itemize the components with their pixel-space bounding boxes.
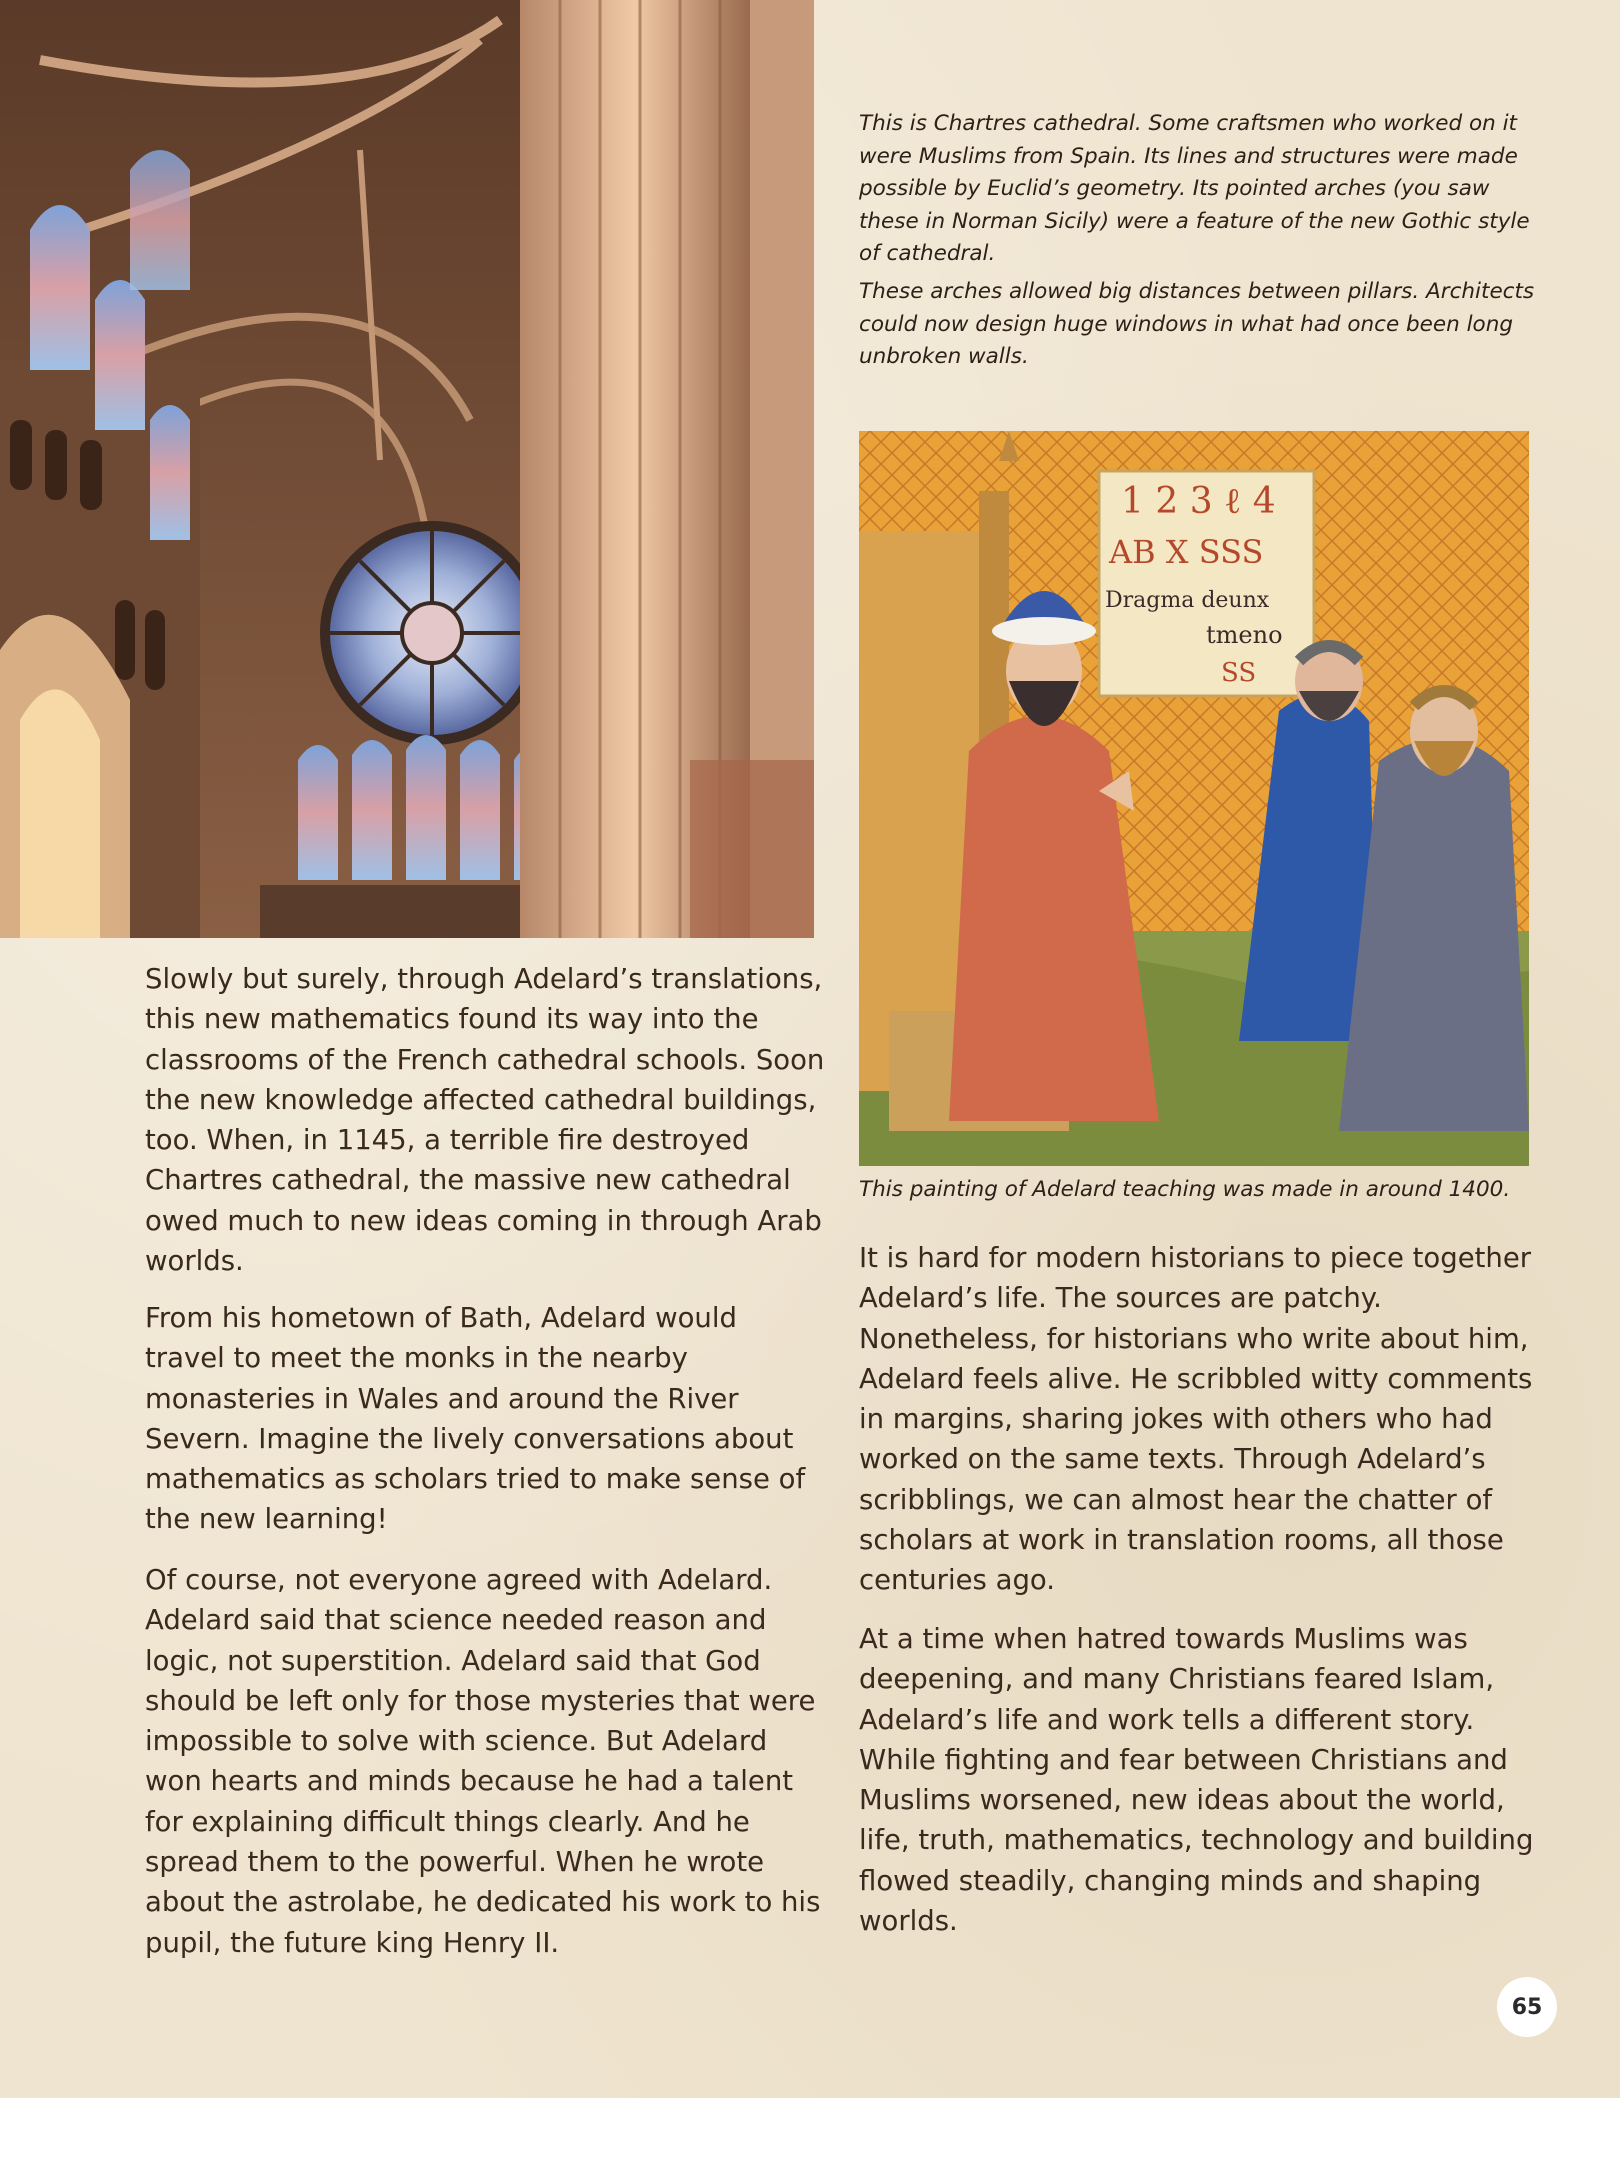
- bottom-margin: [0, 2098, 1620, 2160]
- paragraph-disagreement: Of course, not everyone agreed with Adelard. Adelard said that science needed reason and logic, not superstition. Adelard said that God should be left only for those mysteries that were impossible to solve with science. But Adelard won hearts and minds because he had a talent for explaining difficult things clearly. And he spread them to the powerful. When he wrote about the astrolabe, he dedicated his work to his pupil, the future king Henry II.: [145, 1564, 821, 1959]
- page-number-badge: [1497, 1977, 1557, 2037]
- painting-caption: This painting of Adelard teaching was made in around 1400.: [859, 1177, 1511, 1202]
- paragraph-different-story: At a time when hatred towards Muslims was deepening, and many Christians feared Islam, Adelard’s life and work tells a different story. While fighting and fear between Christians and Muslims worsened, new ideas about the world, life, truth, mathematics, technology and building flowed steadily, changing minds and shaping worlds.: [859, 1623, 1534, 1938]
- cathedral-caption: This is Chartres cathedral. Some craftsmen who worked on it were Muslims from Spain. Its lines and structures were made possible by Euclid’s geometry. Its pointed arches (you saw these in Norman Sicily) were a feature of the new Gothic style of cathedral.: [859, 111, 1530, 266]
- inscription-line-3: Dragma deunx: [1105, 588, 1270, 613]
- inscription-line-1: 1 2 3 ℓ 4: [1121, 481, 1276, 522]
- cathedral-caption-continued: These arches allowed big distances between pillars. Architects could now design huge windows in what had once been long unbroken walls.: [859, 279, 1535, 369]
- paragraph-bath: From his hometown of Bath, Adelard would travel to meet the monks in the nearby monasteries in Wales and around the River Severn. Imagine the lively conversations about mathematics as scholars tried to make sense of the new learning!: [145, 1302, 806, 1536]
- inscription-line-2: AB X SSS: [1109, 533, 1264, 571]
- inscription-line-5: SS: [1221, 658, 1257, 688]
- inscription-line-4: tmeno: [1206, 621, 1283, 649]
- chartres-cathedral-photo: [0, 0, 814, 938]
- page-number: 65: [1511, 1994, 1543, 2020]
- paragraph-translations: Slowly but surely, through Adelard’s translations, this new mathematics found its way into the classrooms of the French cathedral schools. Soon the new knowledge affected cathedral buildings, too. When, in 1145, a terrible fire destroyed Chartres cathedral, the massive new cathedral owed much to new ideas coming in through Arab worlds.: [145, 963, 825, 1278]
- paragraph-historians: It is hard for modern historians to piece together Adelard’s life. The sources are patchy. Nonetheless, for historians who write about him, Adelard feels alive. He scribbled witty comments in margins, sharing jokes with others who had worked on the same texts. Through Adelard’s scribblings, we can almost hear the chatter of scholars at work in translation rooms, all those centuries ago.: [859, 1242, 1533, 1597]
- adelard-teaching-painting: [859, 431, 1529, 1166]
